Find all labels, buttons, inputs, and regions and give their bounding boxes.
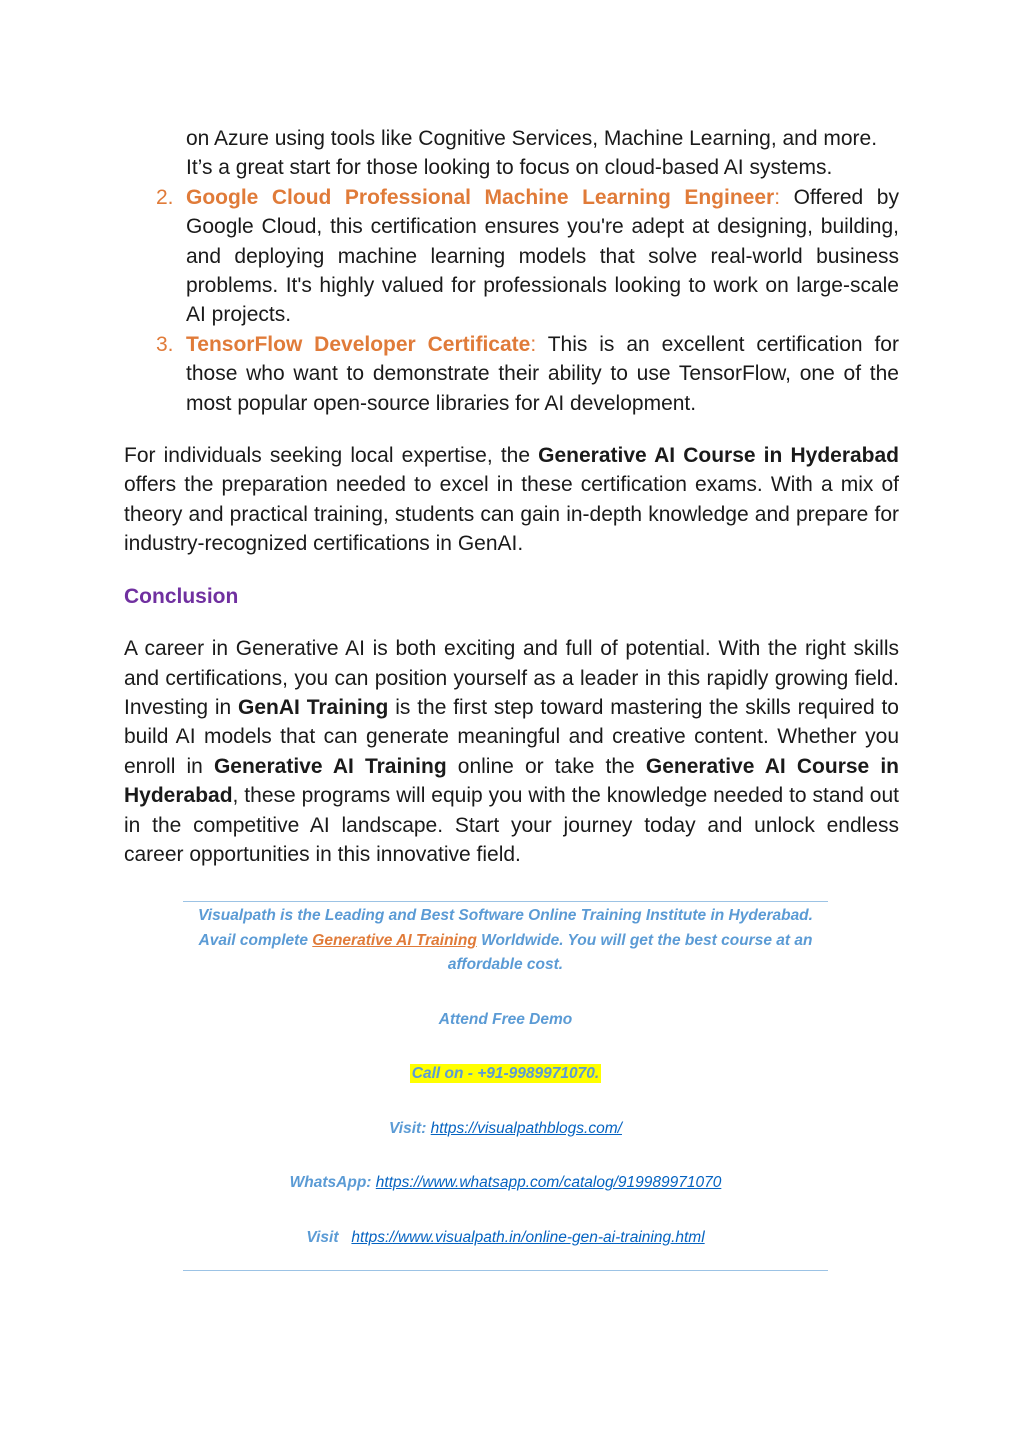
call-number-highlight: Call on - +91-9989971070. xyxy=(411,1065,600,1082)
certification-list xyxy=(124,183,899,418)
bold-course-name: Generative AI Course in Hyderabad xyxy=(538,444,900,468)
blog-link[interactable]: https://visualpathblogs.com/ xyxy=(430,1119,622,1137)
list-item xyxy=(124,330,899,418)
cert-separator: : xyxy=(530,332,537,356)
text-run: , these programs will equip you with the knowledge needed to stand out in the competitive AI landscape. Start your journey today and unlock endless career opportunities in this innovative field. xyxy=(124,784,899,866)
bold-term: Generative AI Training xyxy=(213,754,447,778)
text-run: offers the preparation needed to excel in these certification exams. With a mix of theory and practical training, students can gain in-depth knowledge and prepare for industry-recognized certifications in GenAI. xyxy=(124,473,899,556)
list-continuation-line-2: It’s a great start for those looking to focus on cloud-based AI systems. xyxy=(186,156,833,180)
footer-intro xyxy=(183,904,828,978)
document-body xyxy=(124,124,899,869)
footer-contact-box xyxy=(183,901,828,1271)
cert-title: Google Cloud Professional Machine Learning Engineer xyxy=(186,185,775,209)
text-run: A career in Generative AI is both exciting and full of potential. With the right skills and certifications, you can position yourself as a leader in this rapidly growing field. Investing in xyxy=(124,637,899,719)
list-item xyxy=(124,183,899,330)
bold-term: GenAI Training xyxy=(238,695,389,719)
conclusion-paragraph xyxy=(124,634,899,869)
attend-demo-text: Attend Free Demo xyxy=(438,1010,573,1028)
visit-line-2 xyxy=(183,1226,828,1251)
call-line xyxy=(183,1062,828,1087)
cert-description: This is an excellent certification for those who want to demonstrate their ability to use TensorFlow, one of the most popular open-source libraries for AI development. xyxy=(186,332,899,415)
section-heading: Conclusion xyxy=(124,584,239,608)
list-item-number: 2. xyxy=(156,185,174,209)
visit-label: Visit xyxy=(306,1228,352,1246)
text-run: online or take the xyxy=(446,754,646,778)
whatsapp-label: WhatsApp: xyxy=(289,1174,376,1191)
list-item-number: 3. xyxy=(156,332,174,356)
whatsapp-line xyxy=(183,1171,828,1196)
cert-description: Offered by Google Cloud, this certification ensures you're adept at designing, building, and deploying machine learning models that solve real-world business problems. It's highly valued for professionals looking to work on large-scale AI projects. xyxy=(186,185,899,327)
text-run: Visualpath is the Leading and Best Software Online Training Institute in Hyderabad. Avail complete xyxy=(198,907,813,949)
bold-term: Generative AI Course in Hyderabad xyxy=(124,754,900,808)
text-run: is the first step toward mastering the skills required to build AI models that can generate meaningful and creative content. Whether you enroll in xyxy=(124,695,899,778)
local-expertise-paragraph xyxy=(124,441,899,559)
visit-line-1 xyxy=(183,1117,828,1142)
generative-ai-training-link[interactable]: Generative AI Training xyxy=(312,931,477,949)
visit-label: Visit: xyxy=(389,1119,431,1137)
text-run: Worldwide. You will get the best course at an affordable cost. xyxy=(447,931,813,973)
cert-title: TensorFlow Developer Certificate xyxy=(186,332,531,356)
course-page-link[interactable]: https://www.visualpath.in/online-gen-ai-training.html xyxy=(351,1228,705,1246)
whatsapp-link[interactable]: https://www.whatsapp.com/catalog/919989971070 xyxy=(375,1174,722,1191)
list-continuation-line-1: on Azure using tools like Cognitive Services, Machine Learning, and more. xyxy=(186,127,878,150)
text-run: For individuals seeking local expertise, the xyxy=(124,444,539,468)
cert-separator: : xyxy=(774,185,781,209)
